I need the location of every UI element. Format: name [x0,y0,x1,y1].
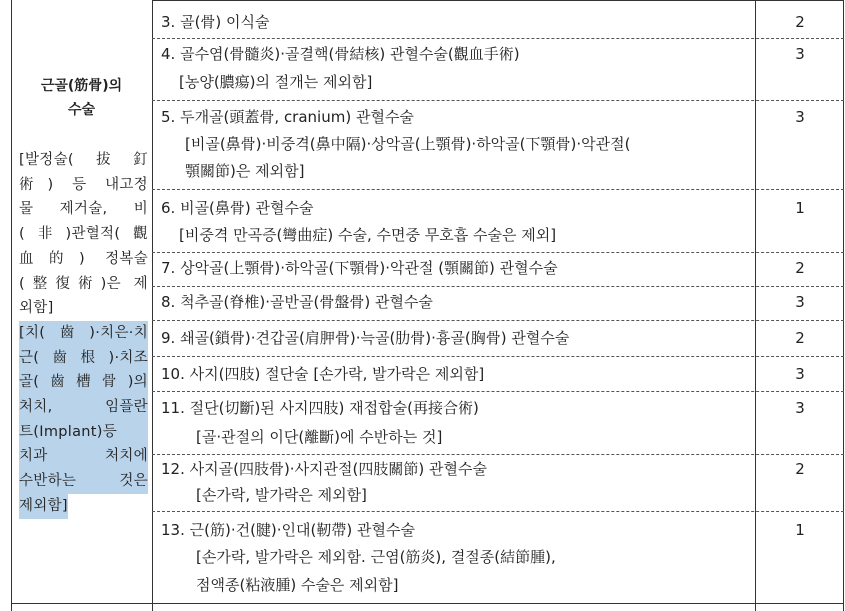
note-line: 術) 등 내고정 [19,176,148,193]
highlighted-note-line: 트(Implant)등 [19,420,148,445]
procedure-name: 9. 쇄골(鎖骨)·견갑골(肩胛骨)·늑골(肋骨)·흉골(胸骨) 관혈수술 [161,329,570,347]
procedure-count: 3 [795,45,805,63]
category-cell [11,0,152,611]
procedure-count: 1 [795,521,805,539]
highlighted-note-line: 수반하는 것은 [19,469,148,494]
procedure-name: 10. 사지(四肢) 절단술 [손가락, 발가락은 제외함] [161,365,485,383]
procedure-name: 6. 비골(鼻骨) 관혈수술 [161,199,314,217]
highlighted-note-line: 제외함] [19,494,68,519]
note-line: (整復術)은 제 [19,275,148,292]
table-row [152,100,755,189]
table-row [152,286,755,320]
procedure-name: 11. 절단(切斷)된 사지四肢) 재접합술(再接合術) [161,399,479,417]
procedure-count: 2 [795,13,805,31]
procedure-note: 점액종(粘液腫) 수술은 제외함] [196,576,399,594]
procedure-name: 13. 근(筋)·건(腱)·인대(靭帶) 관혈수술 [161,521,415,539]
procedure-count: 3 [795,365,805,383]
procedure-name: 5. 두개골(頭蓋骨, cranium) 관혈수술 [161,108,414,126]
procedure-note: [손가락, 발가락은 제외함. 근염(筋炎), 결절종(結節腫), [196,548,556,566]
note-line: [발정술(拔釘 [19,152,148,168]
highlighted-note-line: 처치, 임플란 [19,395,148,420]
table-row [152,391,755,454]
category-note [19,148,148,519]
table-row [152,252,755,286]
procedure-count: 3 [795,108,805,126]
highlighted-note-line: [치(齒)·치은·치 [19,321,148,346]
table-row [152,320,755,356]
procedure-name: 7. 상악골(上顎骨)·하악골(下顎骨)·악관절 (顎關節) 관혈수술 [161,259,558,277]
table-row [152,38,755,100]
procedure-name: 12. 사지골(四肢骨)·사지관절(四肢關節) 관혈수술 [161,460,487,478]
procedure-note: [손가락, 발가락은 제외함] [196,486,367,504]
procedure-name: 3. 골(骨) 이식술 [161,13,270,31]
table-row [152,0,755,38]
table-row [152,454,755,511]
procedure-count: 2 [795,329,805,347]
category-title [11,74,152,122]
category-title-line: 근골(筋骨)의 [40,78,123,94]
note-line: 血的) 정복술 [19,250,148,267]
procedure-note: [농양(膿瘍)의 절개는 제외함] [179,73,373,91]
category-title-line: 수술 [67,102,96,118]
procedure-note: [골·관절의 이단(離斷)에 수반하는 것] [196,428,443,446]
note-line: 외함] [19,300,54,317]
procedure-count: 1 [795,199,805,217]
procedure-count: 2 [795,460,805,478]
procedure-note: [비중격 만곡증(彎曲症) 수술, 수면중 무호흡 수술은 제외] [179,226,557,244]
procedure-count: 3 [795,399,805,417]
table-row [152,189,755,252]
procedure-note: 顎關節)은 제외함] [185,162,305,180]
procedure-count: 2 [795,259,805,277]
procedure-name: 8. 척추골(脊椎)·골반골(骨盤骨) 관혈수술 [161,293,433,311]
note-line: (非)관혈적(觀 [19,226,148,243]
procedure-count: 3 [795,293,805,311]
highlighted-note-line: 치과 처치에 [19,444,148,469]
highlighted-note-line: 근(齒根)·치조 [19,346,148,371]
procedure-name: 4. 골수염(骨髓炎)·골결핵(骨結核) 관혈수술(觀血手術) [161,45,520,63]
highlighted-note-line: 골(齒槽骨)의 [19,370,148,395]
table-row [152,511,755,603]
procedure-note: [비골(鼻骨)·비중격(鼻中隔)·상악골(上顎骨)·하악골(下顎骨)·악관절( [185,135,631,153]
note-line: 물 제거술, 비 [19,201,148,218]
table-row [152,356,755,391]
